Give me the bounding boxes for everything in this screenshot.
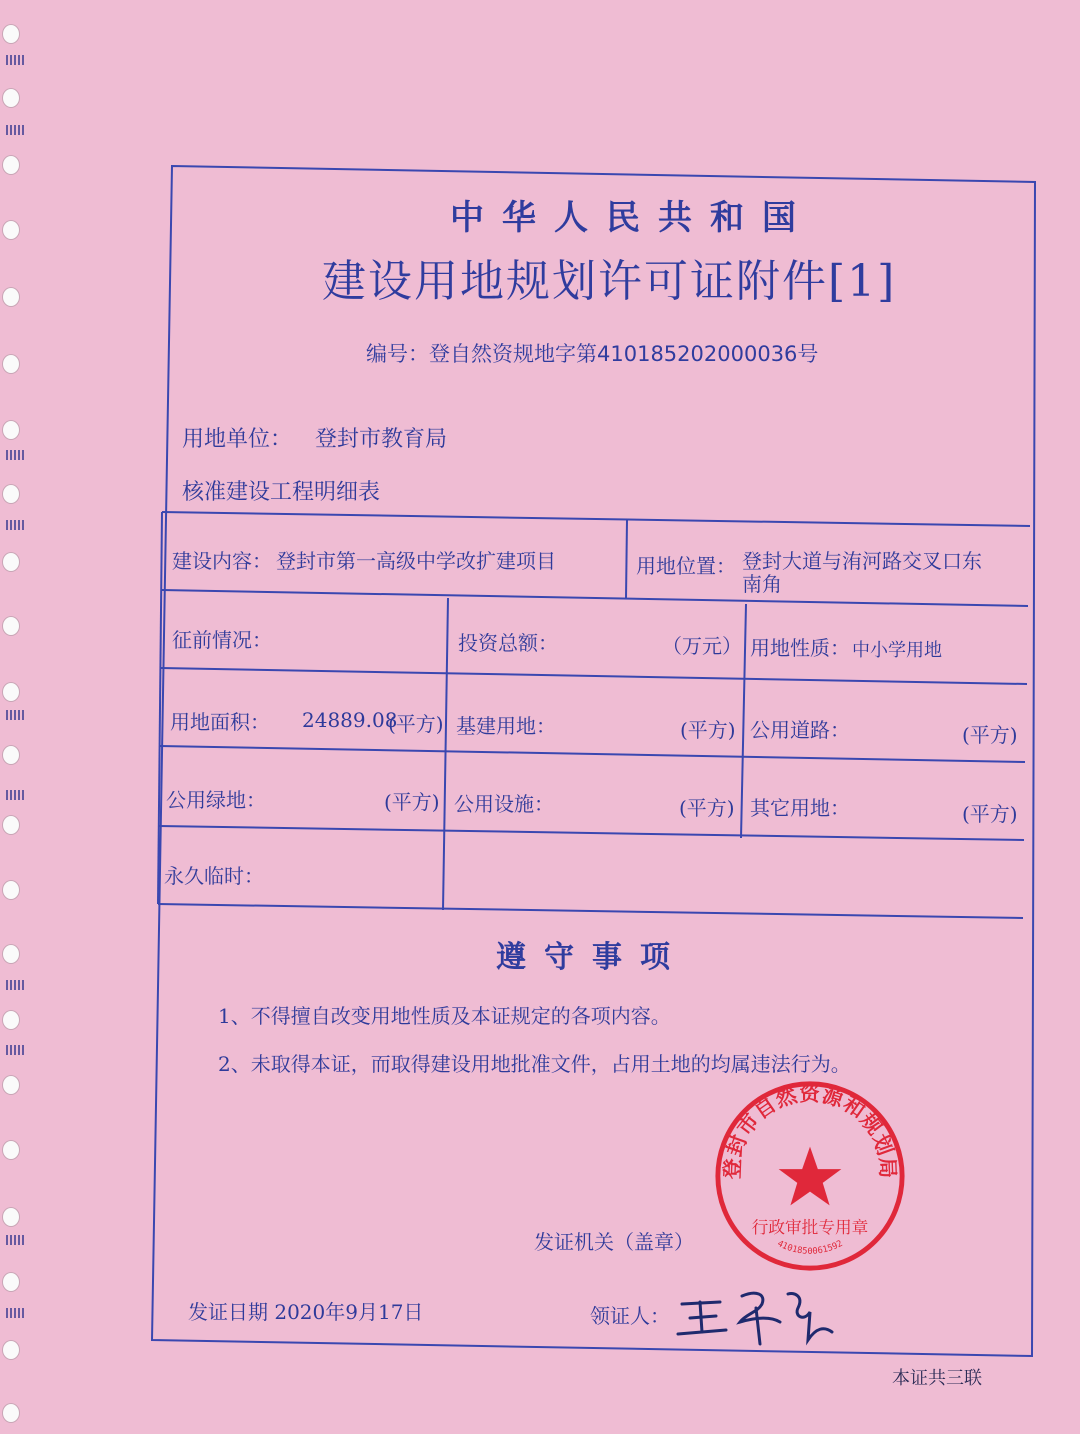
investment-unit: （万元） — [662, 634, 742, 658]
public-green-label: 公用绿地： — [166, 788, 266, 812]
base-land-unit: (平方) — [680, 718, 736, 742]
official-seal — [712, 1078, 908, 1274]
location-value-line2: 南角 — [742, 572, 782, 596]
permit-number: 编号：登自然资规地字第410185202000036号 — [366, 342, 819, 366]
base-land-label: 基建用地： — [456, 714, 556, 738]
investment-label: 投资总额： — [458, 631, 558, 655]
country-title: 中华人民共和国 — [450, 198, 814, 238]
svg-text:登封市自然资源和规划局: 登封市自然资源和规划局 — [720, 1081, 900, 1180]
land-area-value: 24889.08 — [302, 708, 398, 732]
land-nature-value: 中小学用地 — [852, 640, 942, 661]
unit-label: 用地单位： — [182, 427, 293, 452]
other-land-label: 其它用地： — [750, 796, 850, 820]
location-label: 用地位置： — [636, 554, 736, 578]
location-value-line1: 登封大道与洧河路交叉口东 — [742, 549, 982, 573]
rules-title: 遵守事项 — [496, 940, 688, 975]
rule-item-2: 2、未取得本证，而取得建设用地批准文件，占用土地的均属违法行为。 — [218, 1052, 851, 1076]
content-value: 登封市第一高级中学改扩建项目 — [276, 549, 556, 573]
svg-text:4101850061592: 4101850061592 — [775, 1238, 845, 1257]
land-nature-label: 用地性质： — [750, 636, 850, 660]
public-road-label: 公用道路： — [750, 718, 850, 742]
land-area-unit: (平方) — [388, 712, 444, 736]
receiver-label: 领证人： — [590, 1304, 670, 1328]
other-land-unit: (平方) — [962, 802, 1018, 826]
issuing-authority: 发证机关（盖章） — [534, 1230, 694, 1254]
public-road-unit: (平方) — [962, 723, 1018, 747]
public-facility-label: 公用设施： — [454, 792, 554, 816]
unit-value: 登封市教育局 — [315, 427, 448, 452]
pre-condition-label: 征前情况： — [172, 628, 272, 652]
document-title: 建设用地规划许可证附件[1] — [322, 256, 897, 307]
permanent-temporary-label: 永久临时： — [164, 864, 264, 888]
svg-text:行政审批专用章: 行政审批专用章 — [751, 1217, 869, 1237]
land-area-label: 用地面积： — [170, 710, 270, 734]
content-label: 建设内容： — [172, 549, 272, 573]
issue-date: 发证日期 2020年9月17日 — [188, 1300, 424, 1324]
receiver-signature — [676, 1282, 836, 1352]
public-green-unit: (平方) — [384, 790, 440, 814]
copies-note: 本证共三联 — [892, 1368, 982, 1389]
section-title: 核准建设工程明细表 — [182, 480, 381, 505]
rule-item-1: 1、不得擅自改变用地性质及本证规定的各项内容。 — [218, 1004, 671, 1028]
public-facility-unit: (平方) — [679, 796, 735, 820]
